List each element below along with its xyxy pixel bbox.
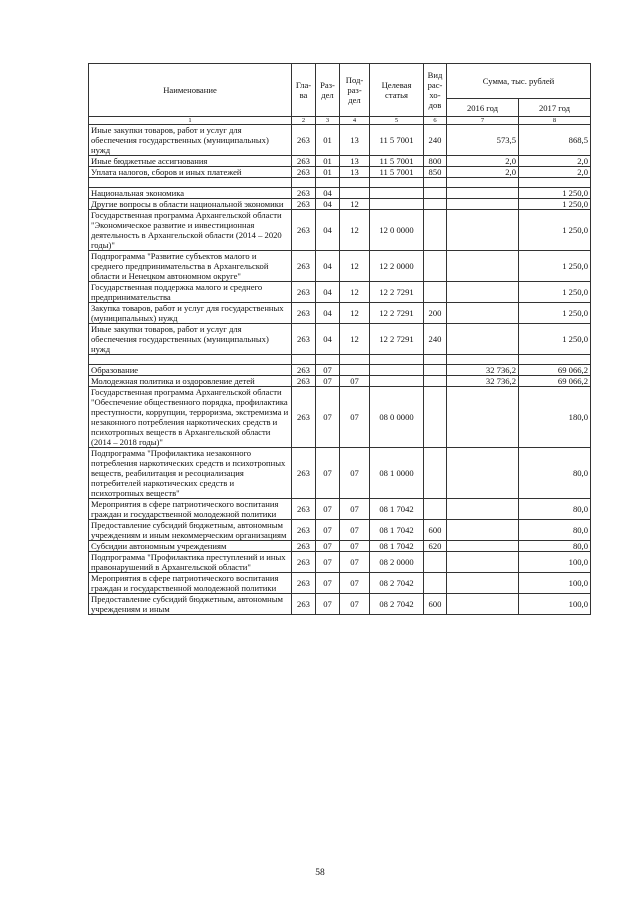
empty-cell <box>447 178 519 188</box>
cell-glava: 263 <box>292 552 316 573</box>
header-glava: Гла- ва <box>292 64 316 117</box>
cell-target <box>370 199 424 210</box>
cell-razdel: 07 <box>316 499 340 520</box>
cell-podrazdel: 07 <box>340 448 370 499</box>
cell-glava: 263 <box>292 282 316 303</box>
cell-razdel: 04 <box>316 282 340 303</box>
cell-podrazdel: 13 <box>340 125 370 156</box>
cell-podrazdel: 07 <box>340 552 370 573</box>
cell-2017: 100,0 <box>519 573 591 594</box>
empty-cell <box>316 178 340 188</box>
cell-target: 12 2 7291 <box>370 303 424 324</box>
cell-glava: 263 <box>292 499 316 520</box>
table-row <box>89 365 591 376</box>
cell-2016 <box>447 541 519 552</box>
cell-glava: 263 <box>292 594 316 615</box>
column-number: 5 <box>370 117 424 125</box>
cell-name: Образование <box>89 365 292 376</box>
header-podrazdel: Под- раз- дел <box>340 64 370 117</box>
cell-podrazdel: 07 <box>340 499 370 520</box>
header-2017: 2017 год <box>519 99 591 117</box>
column-number: 1 <box>89 117 292 125</box>
cell-vid <box>424 365 447 376</box>
cell-vid <box>424 251 447 282</box>
cell-target <box>370 365 424 376</box>
cell-vid <box>424 499 447 520</box>
cell-2016 <box>447 303 519 324</box>
cell-2016 <box>447 282 519 303</box>
table-row <box>89 303 591 324</box>
column-number: 3 <box>316 117 340 125</box>
cell-razdel: 04 <box>316 210 340 251</box>
header-name: Наименование <box>89 64 292 117</box>
table-row <box>89 520 591 541</box>
cell-razdel: 07 <box>316 448 340 499</box>
cell-name: Иные закупки товаров, работ и услуг для обеспечения государственных (муниципальных) нужд <box>89 324 292 355</box>
cell-razdel: 04 <box>316 199 340 210</box>
cell-2016 <box>447 188 519 199</box>
empty-cell <box>424 178 447 188</box>
cell-vid: 200 <box>424 303 447 324</box>
cell-podrazdel: 07 <box>340 376 370 387</box>
cell-2016: 2,0 <box>447 156 519 167</box>
cell-glava: 263 <box>292 376 316 387</box>
cell-razdel: 01 <box>316 125 340 156</box>
cell-glava: 263 <box>292 365 316 376</box>
page-number: 58 <box>315 868 325 878</box>
cell-glava: 263 <box>292 541 316 552</box>
cell-razdel: 04 <box>316 188 340 199</box>
cell-glava: 263 <box>292 251 316 282</box>
cell-name: Закупка товаров, работ и услуг для государственных (муниципальных) нужд <box>89 303 292 324</box>
empty-cell <box>370 355 424 365</box>
cell-razdel: 07 <box>316 573 340 594</box>
cell-razdel: 04 <box>316 303 340 324</box>
table-row <box>89 324 591 355</box>
table-row <box>89 573 591 594</box>
empty-cell <box>424 355 447 365</box>
cell-name: Мероприятия в сфере патриотического воспитания граждан и государственной молодежной политики <box>89 573 292 594</box>
cell-2016 <box>447 387 519 448</box>
cell-vid <box>424 376 447 387</box>
cell-name: Молодежная политика и оздоровление детей <box>89 376 292 387</box>
table-row <box>89 167 591 178</box>
cell-podrazdel: 12 <box>340 303 370 324</box>
cell-name: Подпрограмма "Развитие субъектов малого и среднего предпринимательства в Архангельской области и Ненецком автономном округе" <box>89 251 292 282</box>
cell-glava: 263 <box>292 324 316 355</box>
table-row <box>89 387 591 448</box>
cell-2017: 1 250,0 <box>519 324 591 355</box>
empty-cell <box>519 355 591 365</box>
cell-2016 <box>447 251 519 282</box>
cell-vid: 240 <box>424 324 447 355</box>
cell-name: Другие вопросы в области национальной экономики <box>89 199 292 210</box>
budget-table <box>88 63 591 615</box>
cell-razdel: 01 <box>316 167 340 178</box>
cell-target: 08 1 7042 <box>370 499 424 520</box>
cell-razdel: 04 <box>316 251 340 282</box>
cell-glava: 263 <box>292 387 316 448</box>
cell-2017: 1 250,0 <box>519 303 591 324</box>
cell-vid: 850 <box>424 167 447 178</box>
cell-2017: 2,0 <box>519 156 591 167</box>
cell-target: 12 2 7291 <box>370 324 424 355</box>
cell-2017: 80,0 <box>519 541 591 552</box>
cell-vid <box>424 210 447 251</box>
empty-cell <box>340 178 370 188</box>
cell-2016 <box>447 210 519 251</box>
cell-glava: 263 <box>292 210 316 251</box>
separator-row <box>89 178 591 188</box>
cell-2017: 1 250,0 <box>519 199 591 210</box>
cell-target: 08 0 0000 <box>370 387 424 448</box>
empty-cell <box>370 178 424 188</box>
cell-target: 08 1 7042 <box>370 520 424 541</box>
cell-glava: 263 <box>292 125 316 156</box>
cell-vid <box>424 188 447 199</box>
cell-name: Мероприятия в сфере патриотического воспитания граждан и государственной молодежной политики <box>89 499 292 520</box>
cell-vid <box>424 552 447 573</box>
empty-cell <box>89 355 292 365</box>
cell-podrazdel: 07 <box>340 541 370 552</box>
cell-glava: 263 <box>292 167 316 178</box>
table-row <box>89 594 591 615</box>
column-number: 4 <box>340 117 370 125</box>
cell-vid <box>424 448 447 499</box>
cell-target: 08 1 7042 <box>370 541 424 552</box>
table-row <box>89 282 591 303</box>
header-2016: 2016 год <box>447 99 519 117</box>
cell-target: 08 2 0000 <box>370 552 424 573</box>
header-vid: Вид рас- хо- дов <box>424 64 447 117</box>
cell-vid: 800 <box>424 156 447 167</box>
cell-target: 11 5 7001 <box>370 167 424 178</box>
cell-razdel: 07 <box>316 387 340 448</box>
cell-2017: 1 250,0 <box>519 251 591 282</box>
cell-razdel: 04 <box>316 324 340 355</box>
cell-2017: 1 250,0 <box>519 210 591 251</box>
cell-vid: 600 <box>424 520 447 541</box>
cell-target: 12 2 7291 <box>370 282 424 303</box>
table-row <box>89 251 591 282</box>
cell-2017: 80,0 <box>519 499 591 520</box>
column-number: 7 <box>447 117 519 125</box>
cell-name: Государственная программа Архангельской области "Обеспечение общественного порядка, профилактика преступности, коррупции, терроризма, экстремизма и незаконного потребления наркотических средств и психотропных веществ в Архангельской области (2014 – 2018 годы)" <box>89 387 292 448</box>
cell-vid <box>424 282 447 303</box>
cell-target: 11 5 7001 <box>370 125 424 156</box>
table-row <box>89 552 591 573</box>
cell-2016 <box>447 448 519 499</box>
cell-razdel: 07 <box>316 541 340 552</box>
cell-2017: 868,5 <box>519 125 591 156</box>
cell-podrazdel: 07 <box>340 573 370 594</box>
cell-2016 <box>447 552 519 573</box>
cell-name: Предоставление субсидий бюджетным, автономным учреждениям и иным некоммерческим организациям <box>89 520 292 541</box>
cell-podrazdel: 12 <box>340 282 370 303</box>
header-razdel: Раз- дел <box>316 64 340 117</box>
table-row <box>89 499 591 520</box>
cell-glava: 263 <box>292 448 316 499</box>
cell-2016 <box>447 594 519 615</box>
table-row <box>89 156 591 167</box>
cell-target: 11 5 7001 <box>370 156 424 167</box>
empty-cell <box>292 178 316 188</box>
cell-name: Национальная экономика <box>89 188 292 199</box>
cell-2017: 1 250,0 <box>519 188 591 199</box>
cell-vid <box>424 199 447 210</box>
column-number: 2 <box>292 117 316 125</box>
cell-2017: 69 066,2 <box>519 365 591 376</box>
cell-2017: 69 066,2 <box>519 376 591 387</box>
cell-glava: 263 <box>292 573 316 594</box>
cell-2016 <box>447 499 519 520</box>
cell-podrazdel <box>340 188 370 199</box>
cell-podrazdel: 13 <box>340 167 370 178</box>
cell-2016 <box>447 199 519 210</box>
cell-vid: 620 <box>424 541 447 552</box>
table-row <box>89 125 591 156</box>
cell-glava: 263 <box>292 156 316 167</box>
column-number: 6 <box>424 117 447 125</box>
cell-target: 08 1 0000 <box>370 448 424 499</box>
cell-2017: 2,0 <box>519 167 591 178</box>
cell-2017: 100,0 <box>519 594 591 615</box>
cell-2017: 1 250,0 <box>519 282 591 303</box>
column-number: 8 <box>519 117 591 125</box>
cell-2016: 32 736,2 <box>447 365 519 376</box>
cell-razdel: 07 <box>316 365 340 376</box>
cell-podrazdel: 13 <box>340 156 370 167</box>
cell-glava: 263 <box>292 188 316 199</box>
cell-2016: 573,5 <box>447 125 519 156</box>
cell-podrazdel: 12 <box>340 324 370 355</box>
cell-glava: 263 <box>292 520 316 541</box>
cell-razdel: 07 <box>316 520 340 541</box>
cell-podrazdel: 07 <box>340 594 370 615</box>
cell-target: 08 2 7042 <box>370 594 424 615</box>
cell-2017: 80,0 <box>519 448 591 499</box>
empty-cell <box>292 355 316 365</box>
table-row <box>89 199 591 210</box>
cell-razdel: 07 <box>316 376 340 387</box>
cell-vid: 240 <box>424 125 447 156</box>
cell-2017: 80,0 <box>519 520 591 541</box>
cell-name: Государственная программа Архангельской области "Экономическое развитие и инвестиционная деятельность в Архангельской области (2014 – 2020 годы)" <box>89 210 292 251</box>
cell-target <box>370 376 424 387</box>
cell-target <box>370 188 424 199</box>
cell-vid: 600 <box>424 594 447 615</box>
separator-row <box>89 355 591 365</box>
cell-podrazdel: 07 <box>340 520 370 541</box>
cell-2017: 100,0 <box>519 552 591 573</box>
cell-glava: 263 <box>292 199 316 210</box>
cell-target: 12 2 0000 <box>370 251 424 282</box>
table-row <box>89 210 591 251</box>
cell-name: Государственная поддержка малого и среднего предпринимательства <box>89 282 292 303</box>
cell-name: Уплата налогов, сборов и иных платежей <box>89 167 292 178</box>
column-numbers-row <box>89 117 591 125</box>
cell-name: Подпрограмма "Профилактика незаконного потребления наркотических средств и психотропных веществ, реабилитация и ресоциализация потребителей наркотических средств и психотропных веществ" <box>89 448 292 499</box>
cell-razdel: 07 <box>316 552 340 573</box>
cell-glava: 263 <box>292 303 316 324</box>
header-target: Целевая статья <box>370 64 424 117</box>
cell-2016: 2,0 <box>447 167 519 178</box>
cell-2016 <box>447 573 519 594</box>
cell-razdel: 01 <box>316 156 340 167</box>
cell-razdel: 07 <box>316 594 340 615</box>
cell-name: Иные закупки товаров, работ и услуг для обеспечения государственных (муниципальных) нужд <box>89 125 292 156</box>
cell-name: Иные бюджетные ассигнования <box>89 156 292 167</box>
cell-target: 12 0 0000 <box>370 210 424 251</box>
cell-podrazdel <box>340 365 370 376</box>
cell-target: 08 2 7042 <box>370 573 424 594</box>
cell-2016 <box>447 520 519 541</box>
cell-podrazdel: 12 <box>340 251 370 282</box>
table-row <box>89 541 591 552</box>
table-row <box>89 448 591 499</box>
cell-name: Субсидии автономным учреждениям <box>89 541 292 552</box>
cell-vid <box>424 387 447 448</box>
table-row <box>89 188 591 199</box>
empty-cell <box>340 355 370 365</box>
table-row <box>89 376 591 387</box>
cell-name: Подпрограмма "Профилактика преступлений и иных правонарушений в Архангельской области" <box>89 552 292 573</box>
cell-2016 <box>447 324 519 355</box>
cell-podrazdel: 07 <box>340 387 370 448</box>
empty-cell <box>519 178 591 188</box>
cell-podrazdel: 12 <box>340 210 370 251</box>
cell-2016: 32 736,2 <box>447 376 519 387</box>
cell-vid <box>424 573 447 594</box>
empty-cell <box>316 355 340 365</box>
empty-cell <box>89 178 292 188</box>
empty-cell <box>447 355 519 365</box>
header-sum: Сумма, тыс. рублей <box>447 64 591 99</box>
cell-2017: 180,0 <box>519 387 591 448</box>
cell-podrazdel: 12 <box>340 199 370 210</box>
cell-name: Предоставление субсидий бюджетным, автономным учреждениям и иным <box>89 594 292 615</box>
